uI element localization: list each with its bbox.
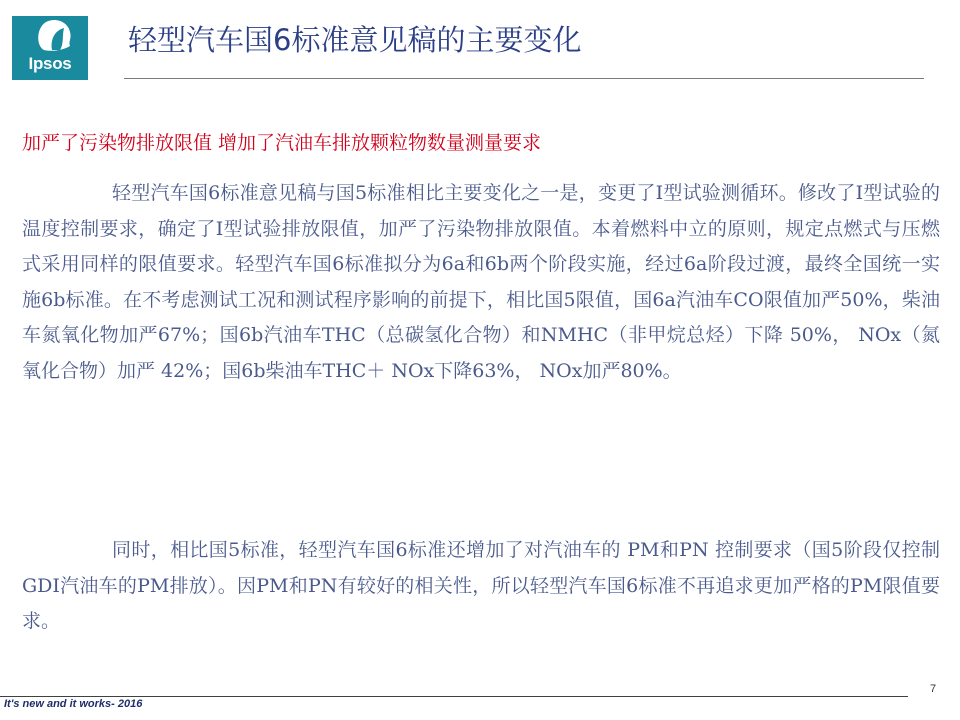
page-number: 7 — [930, 683, 937, 695]
logo-text: Ipsos — [28, 54, 72, 73]
footer-tagline: It's new and it works- 2016 — [4, 698, 143, 710]
title-divider — [124, 78, 924, 79]
body-paragraph-2: 同时，相比国5标准，轻型汽车国6标准还增加了对汽油车的 PM和PN 控制要求（国5阶段仅控制GDI汽油车的PM排放）。因PM和PN有较好的相关性，所以轻型汽车国6标准不再追求更加严格的PM限值要求。 — [22, 539, 940, 632]
footer-divider — [0, 696, 908, 697]
page-title: 轻型汽车国6标准意见稿的主要变化 — [128, 23, 582, 57]
section-subtitle: 加严了污染物排放限值 增加了汽油车排放颗粒物数量测量要求 — [22, 132, 542, 154]
body-paragraph-1: 轻型汽车国6标准意见稿与国5标准相比主要变化之一是，变更了Ⅰ型试验测循环。修改了Ⅰ型试验的温度控制要求，确定了Ⅰ型试验排放限值，加严了污染物排放限值。本着燃料中立的原则，规定点燃式与压燃式采用同样的限值要求。轻型汽车国6标准拟分为6a和6b两个阶段实施，经过6a阶段过渡，最终全国统一实施6b标准。在不考虑测试工况和测试程序影响的前提下，相比国5限值，国6a汽油车CO限值加严50%，柴油车氮氧化物加严67%；国6b汽油车THC（总碳氢化合物）和NMHC（非甲烷总烃）下降 50%， NOx（氮氧化合物）加严 42%；国6b柴油车THC＋ NOx下降63%， NOx加严80%。 — [22, 182, 940, 382]
ipsos-logo — [12, 16, 88, 80]
